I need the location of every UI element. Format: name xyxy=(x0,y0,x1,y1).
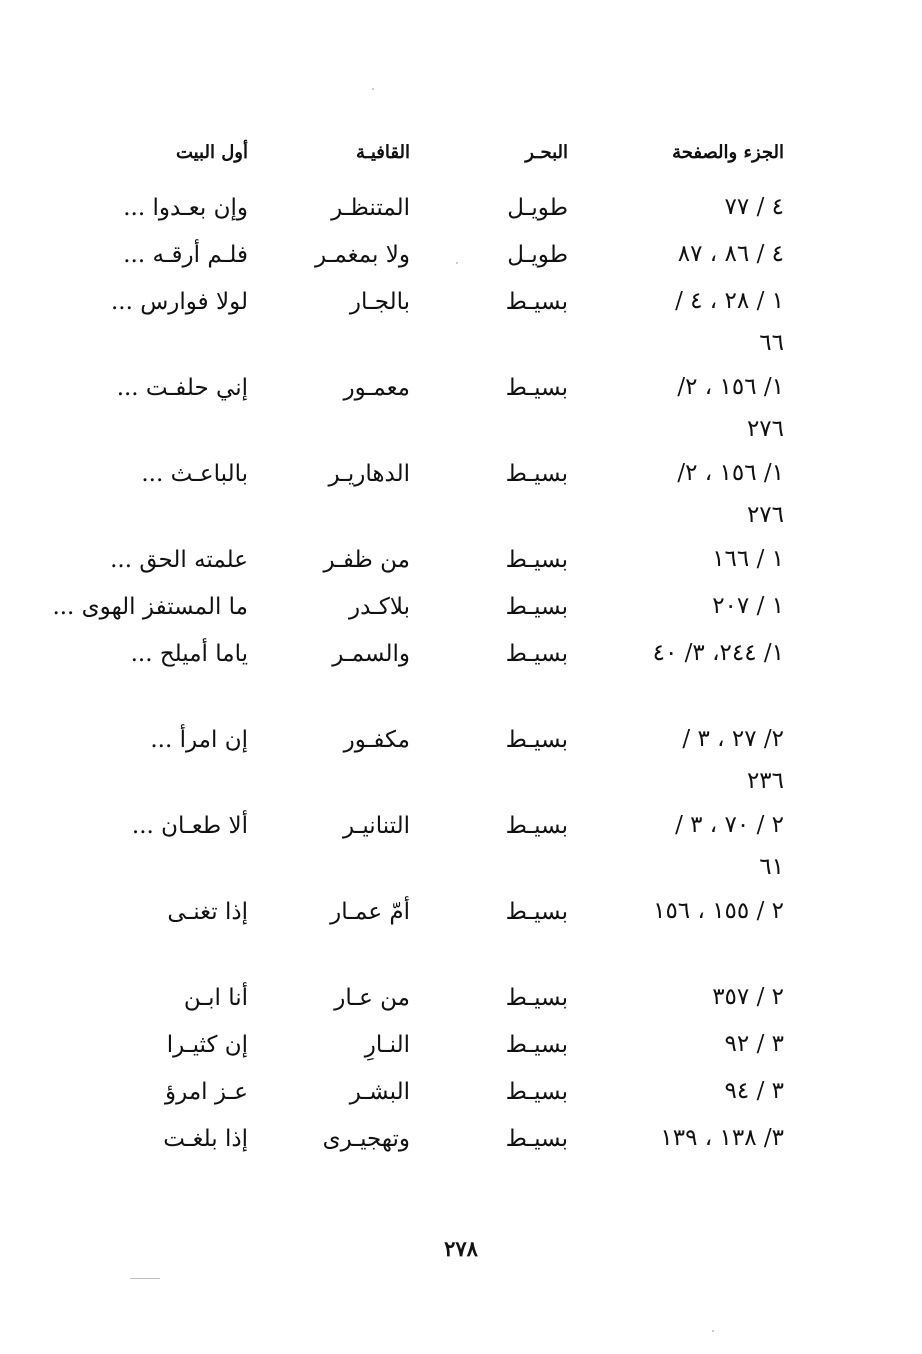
meter-cell: بسيـط xyxy=(505,375,568,401)
rhyme-cell: المتنظـر xyxy=(331,195,410,221)
table-row xyxy=(0,233,922,280)
reference-cell: ١/ ١٥٦ ، ٢/ ٢٧٦ xyxy=(677,374,784,442)
header-volume-page: الجزء والصفحة xyxy=(672,142,784,163)
rhyme-cell: ولا بمغمـر xyxy=(314,242,410,268)
rhyme-cell: مكفـور xyxy=(343,727,410,753)
table-row xyxy=(0,280,922,366)
first-verse-cell: إن كثيـرا xyxy=(166,1032,248,1058)
reference-cell: ٣ / ٩٢ xyxy=(724,1031,784,1057)
meter-cell: بسيـط xyxy=(505,641,568,667)
meter-cell: بسيـط xyxy=(505,899,568,925)
table-row xyxy=(0,452,922,538)
table-row xyxy=(0,718,922,804)
reference-cell: ٤ / ٧٧ xyxy=(724,194,784,220)
rhyme-cell: معمـور xyxy=(343,375,410,401)
reference-cell: ٢ / ٣٥٧ xyxy=(712,984,784,1010)
table-row xyxy=(0,538,922,585)
reference-cell: ٢ / ٧٠ ، ٣ / ٦١ xyxy=(675,812,784,880)
table-row xyxy=(0,1117,922,1203)
first-verse-cell: ألا طعـان ... xyxy=(131,813,248,839)
first-verse-cell: ما المستفز الهوى ... xyxy=(52,594,248,620)
scan-speck xyxy=(130,1278,160,1279)
reference-cell: ٣ / ٩٤ xyxy=(724,1078,784,1104)
header-meter: البحـر xyxy=(525,142,568,163)
table-row xyxy=(0,890,922,976)
meter-cell: بسيـط xyxy=(505,727,568,753)
rhyme-cell: الدهاريـر xyxy=(328,461,410,487)
rhyme-cell: بلاكـدر xyxy=(349,594,410,620)
first-verse-cell: لولا فوارس ... xyxy=(110,289,248,315)
meter-cell: بسيـط xyxy=(505,813,568,839)
table-row xyxy=(0,632,922,718)
verse-index-table xyxy=(0,186,922,1203)
meter-cell: بسيـط xyxy=(505,985,568,1011)
reference-cell: ١/ ١٥٦ ، ٢/ ٢٧٦ xyxy=(677,460,784,528)
first-verse-cell: علمته الحق ... xyxy=(110,547,248,573)
meter-cell: بسيـط xyxy=(505,547,568,573)
first-verse-cell: إن امرأ ... xyxy=(150,727,248,753)
page-number: ٢٧٨ xyxy=(444,1236,478,1261)
rhyme-cell: بالجـار xyxy=(349,289,410,315)
rhyme-cell: من عـار xyxy=(334,985,410,1011)
table-row xyxy=(0,585,922,632)
table-row xyxy=(0,976,922,1023)
table-row xyxy=(0,366,922,452)
meter-cell: بسيـط xyxy=(505,289,568,315)
reference-cell: ١ / ١٦٦ xyxy=(712,546,784,572)
table-row xyxy=(0,186,922,233)
reference-cell: ٤ / ٨٦ ، ٨٧ xyxy=(677,241,784,267)
first-verse-cell: عـز امرؤ xyxy=(165,1079,248,1105)
rhyme-cell: النـارِ xyxy=(364,1032,410,1058)
rhyme-cell: أمّ عمـار xyxy=(330,899,410,925)
reference-cell: ١ / ٢٠٧ xyxy=(712,593,784,619)
scan-speck xyxy=(456,262,458,264)
first-verse-cell: وإن بعـدوا ... xyxy=(123,195,248,221)
table-row xyxy=(0,804,922,890)
first-verse-cell: أنا ابـن xyxy=(183,985,248,1011)
meter-cell: بسيـط xyxy=(505,1079,568,1105)
rhyme-cell: التنانيـر xyxy=(342,813,410,839)
scan-speck xyxy=(712,1330,714,1332)
table-header xyxy=(0,142,922,172)
first-verse-cell: بالباعـث ... xyxy=(141,461,248,487)
table-row xyxy=(0,1023,922,1070)
first-verse-cell: إذا تغنـى xyxy=(167,899,248,925)
reference-cell: ١ / ٢٨ ، ٤ / ٦٦ xyxy=(675,288,784,356)
scan-speck xyxy=(372,88,374,90)
first-verse-cell: إني حلفـت ... xyxy=(116,375,248,401)
first-verse-cell: فلـم أرقـه ... xyxy=(123,242,248,268)
reference-cell: ١/ ٢٤٤، ٣/ ٤٠ xyxy=(652,640,784,666)
meter-cell: بسيـط xyxy=(505,594,568,620)
reference-cell: ٢ / ١٥٥ ، ١٥٦ xyxy=(653,898,784,924)
rhyme-cell: البشـر xyxy=(349,1079,410,1105)
header-rhyme: القافيـة xyxy=(355,142,410,163)
meter-cell: طويـل xyxy=(507,242,568,268)
meter-cell: بسيـط xyxy=(505,1032,568,1058)
rhyme-cell: وتهجيـرى xyxy=(322,1126,410,1152)
rhyme-cell: والسمـر xyxy=(332,641,410,667)
meter-cell: طويـل xyxy=(507,195,568,221)
table-row xyxy=(0,1070,922,1117)
first-verse-cell: إذا بلغـت xyxy=(163,1126,248,1152)
reference-cell: ٣/ ١٣٨ ، ١٣٩ xyxy=(660,1125,784,1151)
meter-cell: بسيـط xyxy=(505,461,568,487)
first-verse-cell: ياما أميلح ... xyxy=(130,641,248,667)
reference-cell: ٢/ ٢٧ ، ٣ / ٢٣٦ xyxy=(682,726,784,794)
rhyme-cell: من ظفـر xyxy=(323,547,410,573)
meter-cell: بسيـط xyxy=(505,1126,568,1152)
header-first-verse: أول البيت xyxy=(175,142,248,163)
